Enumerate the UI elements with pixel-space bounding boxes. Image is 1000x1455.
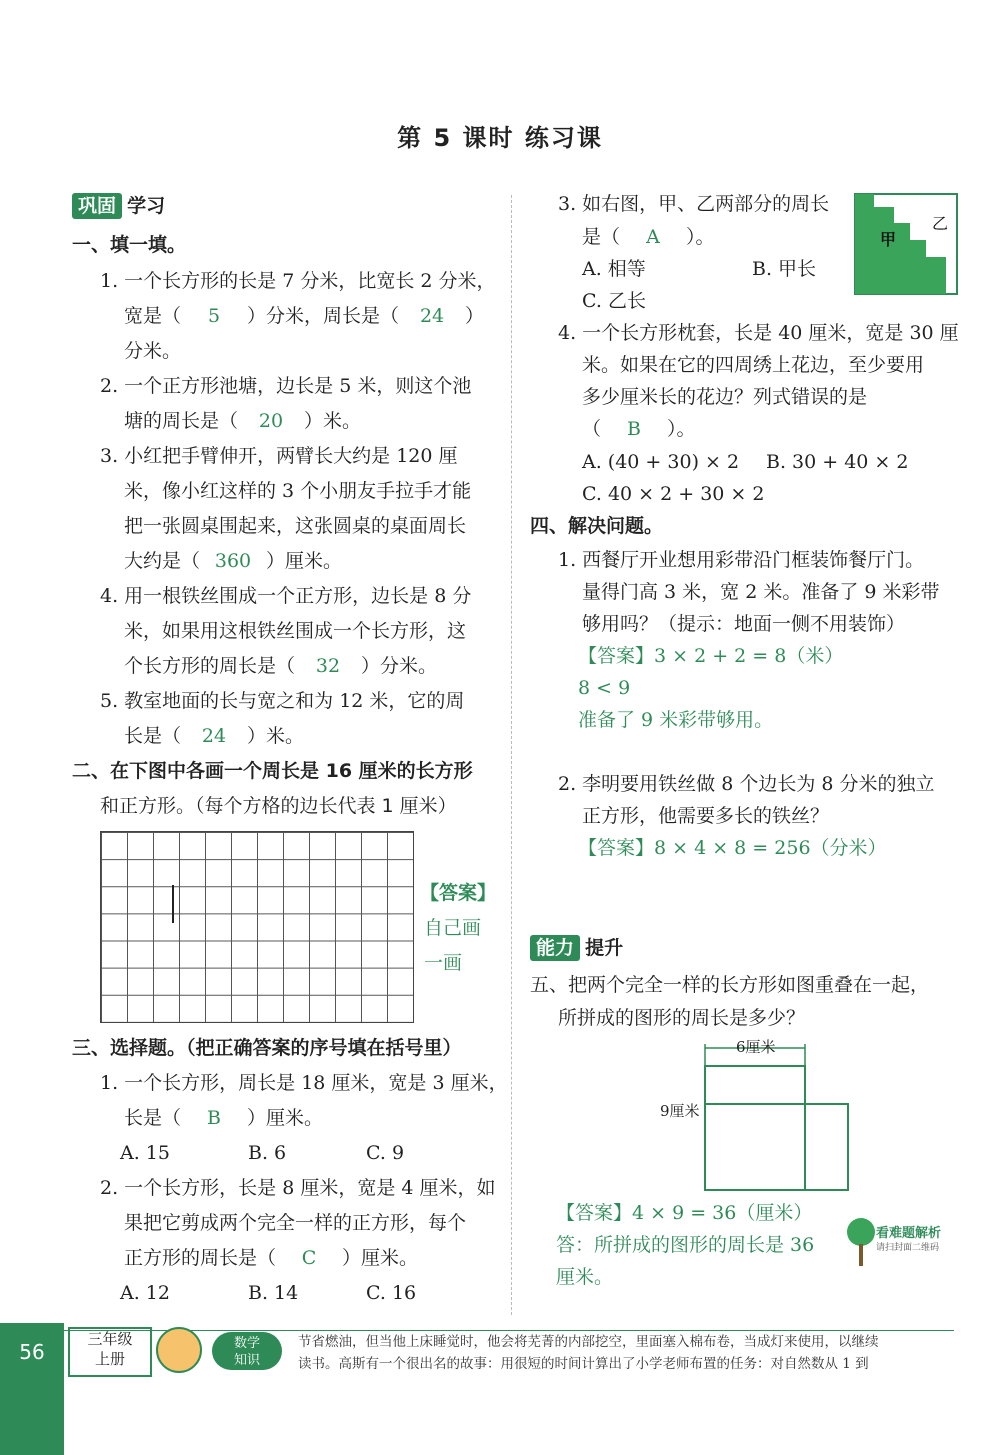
s2-answer: 【答案】8 × 4 × 8 = 256（分米）	[578, 837, 887, 859]
q1-answer-width: 5	[207, 305, 221, 327]
s1-answer-line3: 准备了 9 米彩带够用。	[578, 709, 774, 731]
s2-line2: 正方形，他需要多长的铁丝？	[582, 805, 830, 827]
part2-answer-line2: 一画	[424, 952, 463, 974]
c4-option-c: C. 40 × 2 + 30 × 2	[582, 483, 765, 505]
c3-option-a: A. 相等	[582, 258, 646, 280]
q5-line2: 长是（ 24 ）米。	[124, 719, 304, 753]
ability-tag-suffix: 提升	[585, 937, 624, 959]
c2-answer: C	[301, 1247, 317, 1269]
q4-line2: 米，如果用这根铁丝围成一个长方形，这	[124, 620, 467, 642]
c1-option-c: C. 9	[366, 1142, 405, 1164]
badge-title: 看难题解析	[876, 1226, 942, 1241]
c4-line1: 4. 一个长方形枕套，长是 40 厘米，宽是 30 厘	[558, 322, 959, 344]
q2-line2: 塘的周长是（ 20 ）米。	[124, 404, 361, 438]
part2-title-line2: 和正方形。（每个方格的边长代表 1 厘米）	[100, 795, 457, 817]
section-tag-suffix: 学习	[127, 195, 166, 217]
math-knowledge-pill: 数学 知识	[212, 1332, 282, 1370]
badge-subtitle: 请扫封面二维码	[876, 1243, 940, 1253]
c4-option-a: A. (40 + 30) × 2	[582, 451, 740, 473]
footer-story: 节省燃油，但当他上床睡觉时，他会将芜菁的内部挖空，里面塞入棉布卷，当成灯来使用，以继续 读书。高斯有一个很出名的故事：用很短的时间计算出了小学老师布置的任务：对自然数从 1 到	[298, 1334, 879, 1372]
c3-line1: 3. 如右图，甲、乙两部分的周长	[558, 193, 830, 215]
figure-label-6cm: 6厘米	[736, 1038, 776, 1056]
c1-option-a: A. 15	[120, 1142, 170, 1164]
page-number: 56	[19, 1340, 45, 1364]
q5-line1: 5. 教室地面的长与宽之和为 12 米，它的周	[100, 690, 465, 712]
q1-line1: 1. 一个长方形的长是 7 分米，比宽长 2 分米，	[100, 270, 496, 292]
s1-answer-line1: 【答案】3 × 2 + 2 = 8（米）	[578, 645, 844, 667]
c4-line3: 多少厘米长的花边？列式错误的是	[582, 386, 868, 408]
p5-answer-line3: 厘米。	[556, 1266, 614, 1288]
part4-title: 四、解决问题。	[530, 515, 664, 537]
c4-option-b: B. 30 + 40 × 2	[766, 451, 909, 473]
c3-option-c: C. 乙长	[582, 290, 646, 312]
overlap-figure	[660, 1036, 860, 1196]
figure-label-9cm: 9厘米	[660, 1102, 700, 1120]
q1-answer-perimeter: 24	[419, 305, 445, 327]
grade-box	[68, 1327, 152, 1377]
ability-tag: 能力	[530, 935, 580, 961]
c4-line2: 米。如果在它的四周绣上花边，至少要用	[582, 354, 925, 376]
part2-title-line1: 二、在下图中各画一个周长是 16 厘米的长方形	[72, 760, 473, 782]
grid-pencil-mark	[172, 885, 174, 923]
volume-label: 上册	[94, 1350, 125, 1368]
p5-answer-line1: 【答案】4 × 9 = 36（厘米）	[556, 1202, 813, 1224]
c1-line2: 长是（ B ）厘米。	[124, 1101, 323, 1135]
section-tag: 巩固	[72, 193, 122, 219]
c3-answer: A	[646, 226, 660, 248]
q4-line1: 4. 用一根铁丝围成一个正方形，边长是 8 分	[100, 585, 472, 607]
c4-line4: （ B ）。	[582, 412, 696, 446]
figure-label-jia: 甲	[880, 230, 897, 249]
q4-line3: 个长方形的周长是（ 32 ）分米。	[124, 649, 437, 683]
part5-line2: 所拼成的图形的周长是多少？	[558, 1007, 806, 1029]
part3-title: 三、选择题。（把正确答案的序号填在括号里）	[72, 1037, 462, 1059]
c2-option-c: C. 16	[366, 1282, 417, 1304]
part2-answer-line1: 自己画	[424, 917, 482, 939]
q2-line1: 2. 一个正方形池塘，边长是 5 米，则这个池	[100, 375, 472, 397]
q2-answer: 20	[258, 410, 284, 432]
qr-hint-badge	[846, 1206, 950, 1272]
q3-line3: 把一张圆桌围起来，这张圆桌的桌面周长	[124, 515, 467, 537]
s2-line1: 2. 李明要用铁丝做 8 个边长为 8 分米的独立	[558, 773, 935, 795]
c1-line1: 1. 一个长方形，周长是 18 厘米，宽是 3 厘米，	[100, 1072, 508, 1094]
tree-icon	[846, 1210, 876, 1270]
q3-line1: 3. 小红把手臂伸开，两臂长大约是 120 厘	[100, 445, 458, 467]
part1-title: 一、填一填。	[72, 234, 187, 256]
s1-answer-line2: 8 < 9	[578, 677, 631, 699]
p5-answer-line2: 答：所拼成的图形的周长是 36	[556, 1234, 815, 1256]
column-divider	[511, 195, 512, 1315]
q3-line2: 米，像小红这样的 3 个小朋友手拉手才能	[124, 480, 472, 502]
q3-answer: 360	[214, 550, 252, 572]
c3-line2: 是（ A ）。	[582, 220, 715, 254]
c1-option-b: B. 6	[248, 1142, 287, 1164]
q3-line4: 大约是（ 360 ）厘米。	[124, 544, 342, 578]
c4-answer: B	[627, 418, 641, 440]
part2-answer-label: 【答案】	[420, 882, 497, 904]
figure-label-yi: 乙	[932, 214, 949, 233]
c2-line3: 正方形的周长是（ C ）厘米。	[124, 1241, 418, 1275]
section-consolidate	[72, 191, 165, 218]
s1-line2: 量得门高 3 米，宽 2 米。准备了 9 米彩带	[582, 581, 940, 603]
c2-line1: 2. 一个长方形，长是 8 厘米，宽是 4 厘米，如	[100, 1177, 496, 1199]
s1-line3: 够用吗？（提示：地面一侧不用装饰）	[582, 613, 906, 635]
c3-figure	[854, 193, 958, 295]
c2-option-a: A. 12	[120, 1282, 170, 1304]
section-ability	[530, 933, 623, 960]
q1-line2: 宽是（ 5 ）分米，周长是（ 24 ）	[124, 299, 484, 333]
grade-label: 三年级	[87, 1330, 133, 1348]
c2-line2: 果把它剪成两个完全一样的正方形，每个	[124, 1212, 467, 1234]
drawing-grid	[100, 831, 414, 1023]
q1-line3: 分米。	[124, 340, 182, 362]
page-title: 第 5 课时 练习课	[397, 124, 603, 152]
part5-line1: 五、把两个完全一样的长方形如图重叠在一起，	[530, 974, 930, 996]
avatar-icon	[156, 1327, 202, 1373]
q4-answer: 32	[315, 655, 341, 677]
c2-option-b: B. 14	[248, 1282, 299, 1304]
c1-answer: B	[207, 1107, 221, 1129]
s1-line1: 1. 西餐厅开业想用彩带沿门框装饰餐厅门。	[558, 549, 925, 571]
q5-answer: 24	[201, 725, 227, 747]
c3-option-b: B. 甲长	[752, 258, 817, 280]
